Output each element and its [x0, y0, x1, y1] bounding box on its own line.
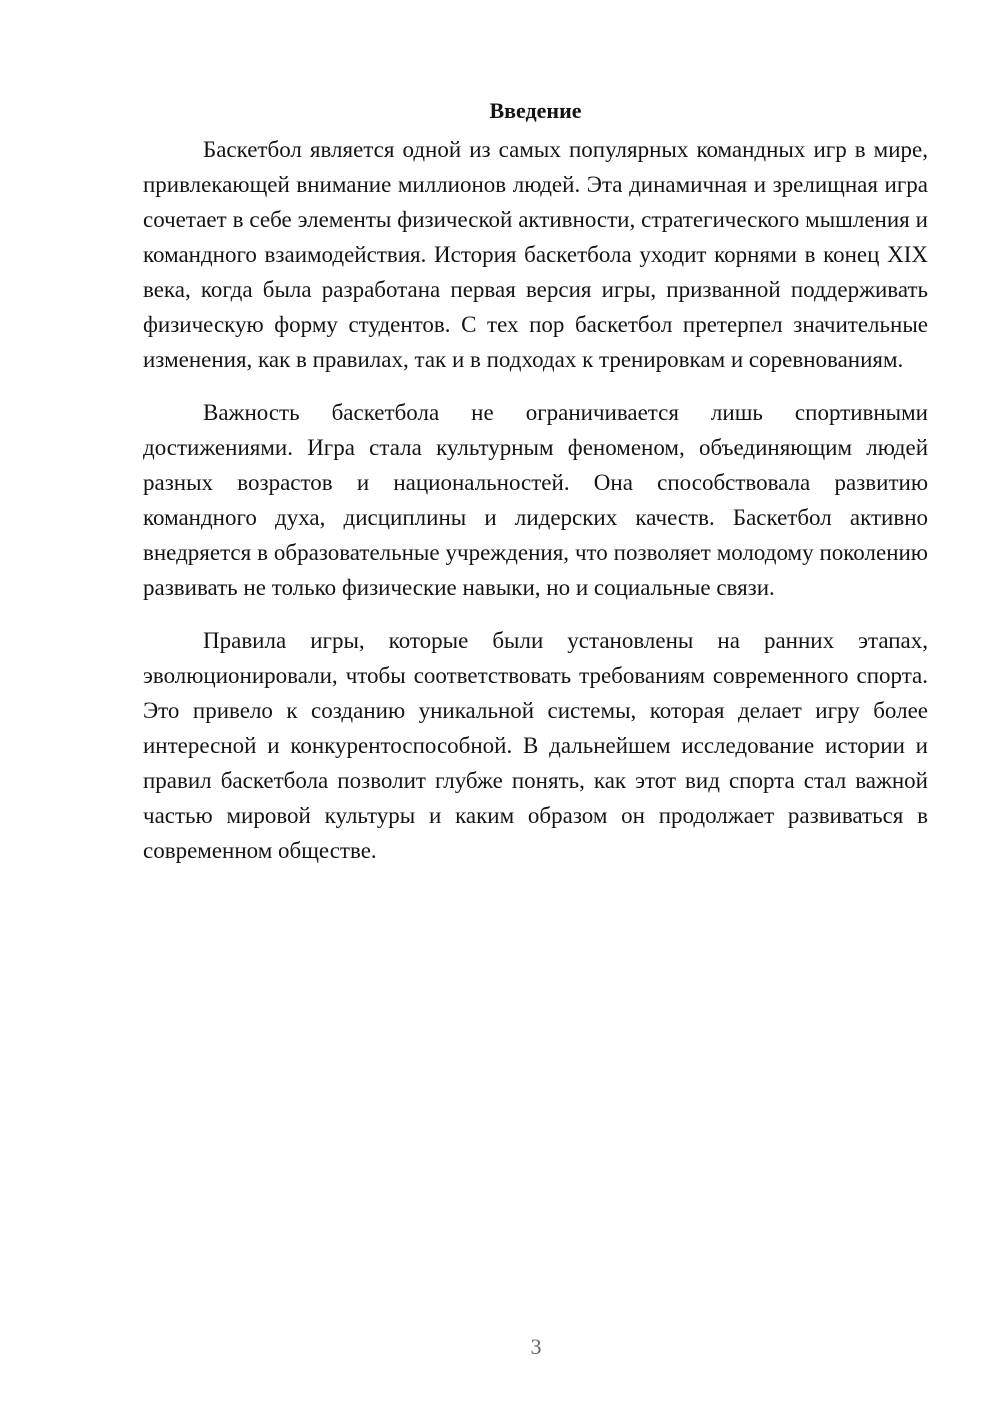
page-content [143, 96, 928, 886]
section-title: Введение [489, 98, 582, 123]
paragraph-3: Правила игры, которые были установлены на ранних этапах, эволюционировали, чтобы соответствовать требованиям современного спорта. Это привело к созданию уникальной системы, которая делает игру более интересной и конкурентоспособной. В дальнейшем исследование истории и правил баскетбола позволит глубже понять, как этот вид спорта стал важной частью мировой культуры и каким образом он продолжает развиваться в современном обществе. [143, 628, 928, 863]
paragraph-2: Важность баскетбола не ограничивается лишь спортивными достижениями. Игра стала культурным феноменом, объединяющим людей разных возрастов и национальностей. Она способствовала развитию командного духа, дисциплины и лидерских качеств. Баскетбол активно внедряется в образовательные учреждения, что позволяет молодому поколению развивать не только физические навыки, но и социальные связи. [143, 400, 928, 600]
page-number: 3 [530, 1334, 542, 1359]
paragraph-1: Баскетбол является одной из самых популярных командных игр в мире, привлекающей внимание миллионов людей. Эта динамичная и зрелищная игра сочетает в себе элементы физической активности, стратегического мышления и командного взаимодействия. История баскетбола уходит корнями в конец XIX века, когда была разработана первая версия игры, призванной поддерживать физическую форму студентов. С тех пор баскетбол претерпел значительные изменения, как в правилах, так и в подходах к тренировкам и соревнованиям. [143, 137, 928, 372]
